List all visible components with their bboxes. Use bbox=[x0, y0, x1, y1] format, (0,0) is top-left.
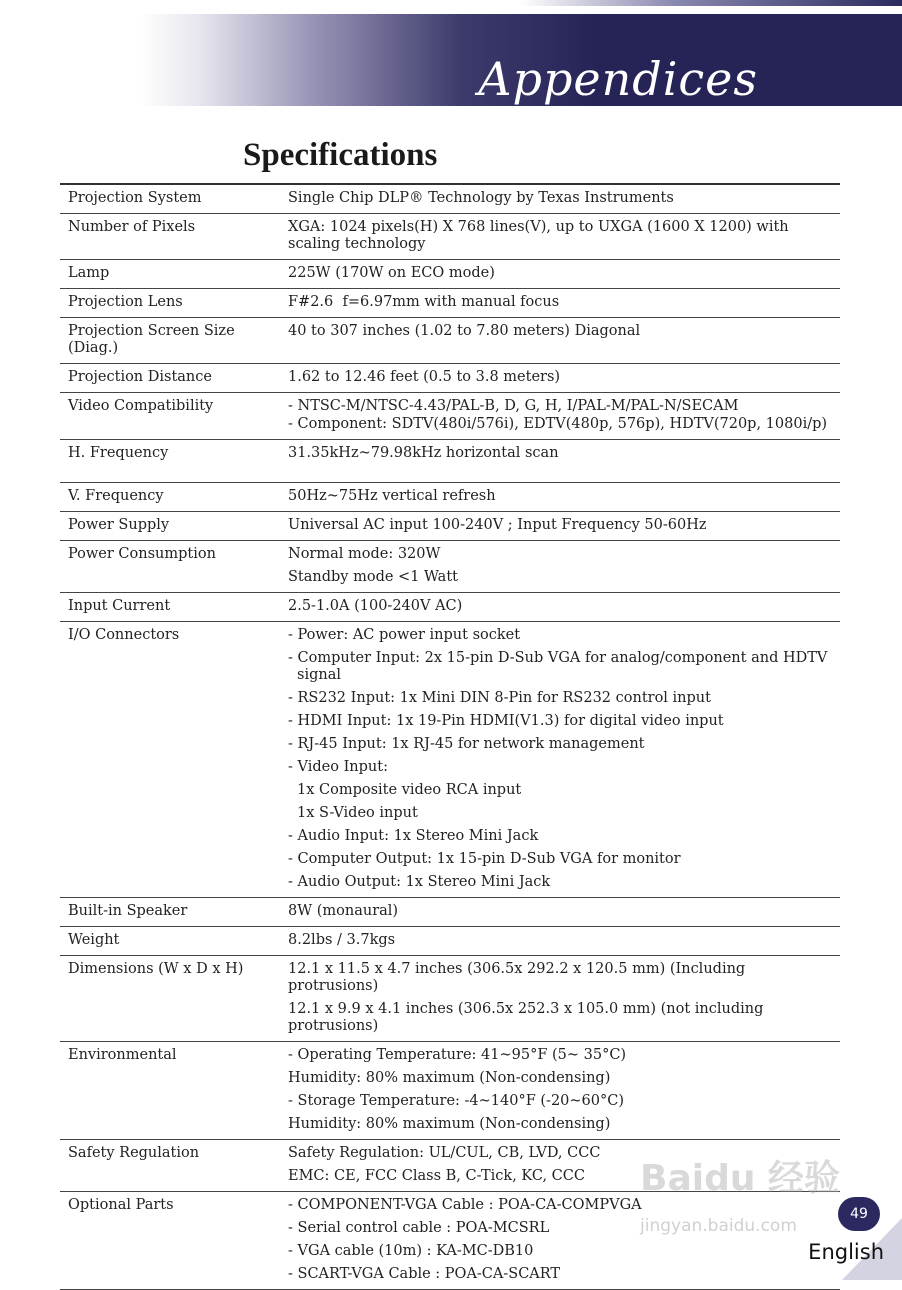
spec-line: - SCART-VGA Cable : POA-CA-SCART bbox=[288, 1266, 561, 1282]
spec-line: 1x Composite video RCA input bbox=[297, 782, 522, 798]
spec-row-optional-parts bbox=[60, 1192, 840, 1290]
spec-value: 8W (monaural) bbox=[288, 903, 399, 919]
spec-line: Standby mode <1 Watt bbox=[288, 569, 458, 585]
spec-line: EMC: CE, FCC Class B, C-Tick, KC, CCC bbox=[288, 1168, 585, 1184]
spec-value bbox=[280, 1192, 840, 1289]
page-number-badge: 49 bbox=[838, 1197, 880, 1231]
spec-value: 225W (170W on ECO mode) bbox=[288, 265, 495, 281]
spec-value: 50Hz~75Hz vertical refresh bbox=[288, 488, 496, 504]
spec-row-environmental bbox=[60, 1042, 840, 1140]
spec-value: 1.62 to 12.46 feet (0.5 to 3.8 meters) bbox=[288, 369, 561, 385]
specifications-table bbox=[60, 183, 840, 1290]
page-language: English bbox=[808, 1240, 884, 1264]
spec-row-projection-system bbox=[60, 185, 840, 214]
spec-row-weight bbox=[60, 927, 840, 956]
spec-line: Humidity: 80% maximum (Non-condensing) bbox=[288, 1070, 611, 1086]
spec-row-io-connectors bbox=[60, 622, 840, 898]
spec-row-power-supply bbox=[60, 512, 840, 541]
spec-line: - RS232 Input: 1x Mini DIN 8-Pin for RS232 control input bbox=[288, 690, 711, 706]
spec-row-lamp bbox=[60, 260, 840, 289]
spec-value: 31.35kHz~79.98kHz horizontal scan bbox=[288, 445, 559, 461]
spec-line: Humidity: 80% maximum (Non-condensing) bbox=[288, 1116, 611, 1132]
spec-line: - NTSC-M/NTSC-4.43/PAL-B, D, G, H, I/PAL-M/PAL-N/SECAM bbox=[288, 398, 739, 414]
spec-row-number-of-pixels bbox=[60, 214, 840, 260]
spec-line: - Video Input: bbox=[288, 759, 388, 775]
top-decorative-stripe bbox=[520, 0, 902, 6]
spec-row-projection-distance bbox=[60, 364, 840, 393]
spec-row-screen-size bbox=[60, 318, 840, 364]
spec-label: H. Frequency bbox=[68, 445, 169, 461]
spec-row-power-consumption bbox=[60, 541, 840, 593]
spec-line: - Audio Input: 1x Stereo Mini Jack bbox=[288, 828, 539, 844]
spec-row-projection-lens bbox=[60, 289, 840, 318]
spec-row-h-frequency bbox=[60, 440, 840, 483]
spec-value bbox=[280, 1042, 840, 1139]
spec-value bbox=[280, 622, 840, 897]
spec-value: 40 to 307 inches (1.02 to 7.80 meters) Diagonal bbox=[288, 323, 641, 339]
spec-value: Universal AC input 100-240V ; Input Frequency 50-60Hz bbox=[288, 517, 707, 533]
spec-line: - Power: AC power input socket bbox=[288, 627, 521, 643]
spec-label: I/O Connectors bbox=[68, 627, 180, 643]
spec-value bbox=[280, 956, 840, 1041]
spec-line: - Computer Input: 2x 15-pin D-Sub VGA for analog/component and HDTV signal bbox=[288, 650, 828, 683]
spec-label: Video Compatibility bbox=[68, 398, 214, 414]
spec-row-video-compatibility bbox=[60, 393, 840, 440]
spec-label: Built-in Speaker bbox=[68, 903, 188, 919]
spec-label: Projection Screen Size (Diag.) bbox=[68, 323, 235, 356]
spec-label: Weight bbox=[68, 932, 120, 948]
spec-value: Single Chip DLP® Technology by Texas Instruments bbox=[288, 190, 674, 206]
spec-row-input-current bbox=[60, 593, 840, 622]
spec-label: Projection System bbox=[68, 190, 202, 206]
spec-label: Lamp bbox=[68, 265, 110, 281]
spec-label: Safety Regulation bbox=[68, 1145, 200, 1161]
baidu-watermark-url: jingyan.baidu.com bbox=[640, 1216, 797, 1236]
spec-line: 1x S-Video input bbox=[297, 805, 418, 821]
spec-line: - Operating Temperature: 41~95°F (5~ 35°C) bbox=[288, 1047, 627, 1063]
spec-label: Optional Parts bbox=[68, 1197, 174, 1213]
spec-line: - COMPONENT-VGA Cable : POA-CA-COMPVGA bbox=[288, 1197, 642, 1213]
spec-row-v-frequency bbox=[60, 483, 840, 512]
spec-label: Power Supply bbox=[68, 517, 170, 533]
spec-label: Number of Pixels bbox=[68, 219, 196, 235]
spec-line: - HDMI Input: 1x 19-Pin HDMI(V1.3) for digital video input bbox=[288, 713, 724, 729]
spec-value bbox=[280, 393, 840, 439]
section-banner bbox=[140, 14, 902, 106]
spec-label: Input Current bbox=[68, 598, 171, 614]
spec-value bbox=[280, 541, 840, 592]
spec-value: XGA: 1024 pixels(H) X 768 lines(V), up to UXGA (1600 X 1200) with scaling technology bbox=[288, 219, 789, 252]
spec-line: - Component: SDTV(480i/576i), EDTV(480p, 576p), HDTV(720p, 1080i/p) bbox=[288, 416, 828, 432]
spec-value: 8.2lbs / 3.7kgs bbox=[288, 932, 396, 948]
spec-label: Projection Distance bbox=[68, 369, 212, 385]
spec-label: Power Consumption bbox=[68, 546, 216, 562]
spec-row-dimensions bbox=[60, 956, 840, 1042]
spec-line: - Computer Output: 1x 15-pin D-Sub VGA for monitor bbox=[288, 851, 681, 867]
spec-line: Safety Regulation: UL/CUL, CB, LVD, CCC bbox=[288, 1145, 601, 1161]
spec-line: Normal mode: 320W bbox=[288, 546, 441, 562]
spec-value: F#2.6 f=6.97mm with manual focus bbox=[288, 294, 560, 310]
section-title: Appendices bbox=[478, 52, 758, 106]
spec-row-built-in-speaker bbox=[60, 898, 840, 927]
spec-line: - Storage Temperature: -4~140°F (-20~60°C) bbox=[288, 1093, 625, 1109]
spec-line: 12.1 x 11.5 x 4.7 inches (306.5x 292.2 x 120.5 mm) (Including protrusions) bbox=[288, 961, 746, 994]
spec-label: Projection Lens bbox=[68, 294, 183, 310]
spec-value: 2.5-1.0A (100-240V AC) bbox=[288, 598, 463, 614]
spec-line: - RJ-45 Input: 1x RJ-45 for network management bbox=[288, 736, 645, 752]
spec-label: Dimensions (W x D x H) bbox=[68, 961, 244, 977]
spec-line: 12.1 x 9.9 x 4.1 inches (306.5x 252.3 x 105.0 mm) (not including protrusions) bbox=[288, 1001, 764, 1034]
spec-line: - VGA cable (10m) : KA-MC-DB10 bbox=[288, 1243, 534, 1259]
page-title: Specifications bbox=[243, 137, 438, 173]
baidu-watermark: Baidu 经验 bbox=[640, 1158, 841, 1199]
spec-label: Environmental bbox=[68, 1047, 177, 1063]
spec-line: - Serial control cable : POA-MCSRL bbox=[288, 1220, 550, 1236]
spec-label: V. Frequency bbox=[68, 488, 164, 504]
spec-line: - Audio Output: 1x Stereo Mini Jack bbox=[288, 874, 551, 890]
